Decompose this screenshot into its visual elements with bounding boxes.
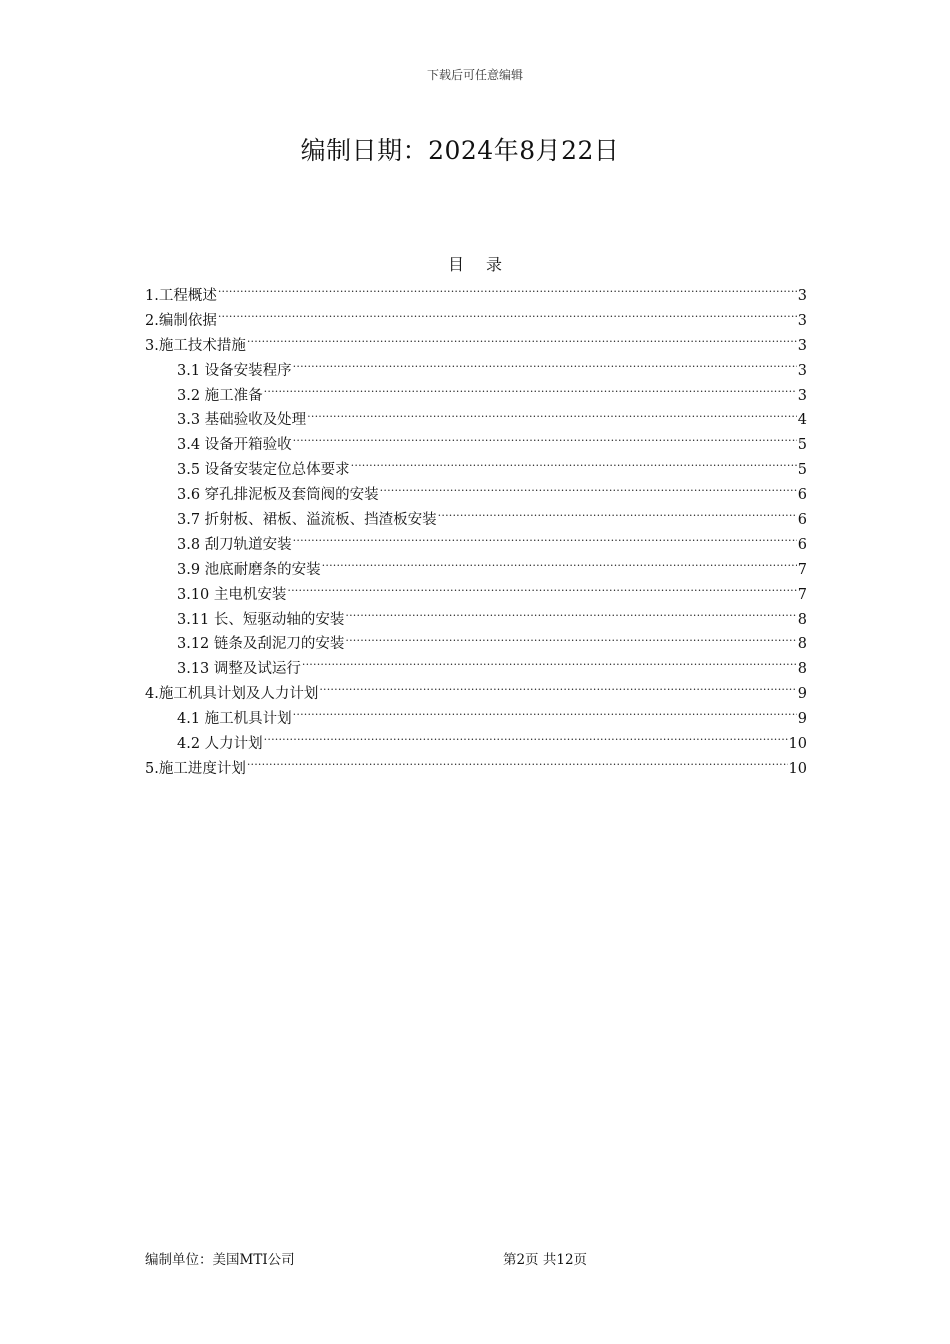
toc-entry[interactable] [145,384,807,409]
toc-dot-leader [293,534,797,549]
toc-entry[interactable] [145,433,807,458]
toc-entry-label: 4.2 人力计划 [177,736,263,753]
toc-entry-label: 3.施工技术措施 [145,337,246,354]
toc-entry-page-number: 7 [797,586,807,603]
toc-entry[interactable] [145,707,807,732]
toc-entry[interactable] [145,732,807,757]
toc-dot-leader [319,684,796,699]
toc-entry-label: 3.1 设备安装程序 [177,362,292,379]
toc-dot-leader [287,584,796,599]
toc-dot-leader [247,335,797,350]
toc-dot-leader [293,360,797,375]
toc-entry[interactable] [145,483,807,508]
toc-dot-leader [264,385,797,400]
toc-entry[interactable] [145,757,807,782]
toc-entry-page-number: 6 [797,487,807,504]
toc-dot-leader [307,410,797,425]
toc-entry-page-number: 9 [797,711,807,728]
toc-dot-leader [322,559,797,574]
toc-entry-label: 3.12 链条及刮泥刀的安装 [177,636,345,653]
toc-entry-label: 3.9 池底耐磨条的安装 [177,561,321,578]
toc-dot-leader [218,310,797,325]
toc-dot-leader [293,435,797,450]
footer-page-number: 第2页 共12页 [502,1252,588,1268]
toc-entry-page-number: 4 [797,412,807,429]
date-title: 编制日期：2024年8月22日 [300,136,620,165]
toc-entry-page-number: 8 [797,661,807,678]
toc-entry-label: 3.8 刮刀轨道安装 [177,536,292,553]
toc-dot-leader [264,734,788,749]
toc-entry-page-number: 10 [788,760,807,777]
toc-entry-page-number: 8 [797,636,807,653]
toc-dot-leader [218,286,797,301]
toc-dot-leader [345,609,796,624]
toc-entry-label: 3.3 基础验收及处理 [177,412,307,429]
toc-entry-page-number: 3 [797,288,807,304]
toc-entry[interactable] [145,657,807,682]
toc-dot-leader [438,510,797,525]
toc-dot-leader [380,485,797,500]
toc-entry[interactable] [145,284,807,309]
toc-entry[interactable] [145,583,807,608]
toc-entry-label: 2.编制依据 [145,312,217,329]
toc-entry-page-number: 6 [797,536,807,553]
toc-entry[interactable] [145,608,807,633]
toc-entry[interactable] [145,359,807,384]
toc-entry-page-number: 3 [797,312,807,329]
footer-organization: 编制单位：美国MTI公司 [145,1252,295,1268]
toc-entry[interactable] [145,533,807,558]
toc-dot-leader [302,659,797,674]
toc-entry-page-number: 5 [797,462,807,479]
toc-entry-page-number: 7 [797,561,807,578]
toc-dot-leader [293,709,797,724]
toc-entry-page-number: 6 [797,512,807,529]
toc-entry[interactable] [145,334,807,359]
toc-entry-label: 3.10 主电机安装 [177,586,287,603]
toc-entry-label: 3.5 设备安装定位总体要求 [177,462,350,479]
toc-entry-label: 3.2 施工准备 [177,387,263,404]
toc-entry-page-number: 9 [797,686,807,703]
toc-entry[interactable] [145,558,807,583]
toc-entry-label: 4.施工机具计划及人力计划 [145,686,319,703]
toc-entry-label: 3.6 穿孔排泥板及套筒阀的安装 [177,487,379,504]
toc-entry-label: 3.13 调整及试运行 [177,661,301,678]
toc-entry-page-number: 3 [797,337,807,354]
toc-entry-page-number: 10 [788,736,807,753]
toc-entry-label: 1.工程概述 [145,288,217,304]
toc-entry[interactable] [145,632,807,657]
toc-dot-leader [351,460,797,475]
toc-entry-label: 3.4 设备开箱验收 [177,437,292,454]
toc-entry-page-number: 3 [797,387,807,404]
toc-dot-leader [247,758,788,773]
toc-entry-label: 4.1 施工机具计划 [177,711,292,728]
toc-entry-page-number: 5 [797,437,807,454]
toc-title: 目录 [447,255,524,274]
toc-entry[interactable] [145,408,807,433]
header-note: 下载后可任意编辑 [426,68,523,82]
toc-entry-page-number: 3 [797,362,807,379]
toc-entry[interactable] [145,682,807,707]
toc-dot-leader [345,634,796,649]
toc-entry[interactable] [145,508,807,533]
toc-entry-label: 3.7 折射板、裙板、溢流板、挡渣板安装 [177,512,437,529]
toc-entry-label: 5.施工进度计划 [145,760,246,777]
toc-entry[interactable] [145,458,807,483]
table-of-contents [145,284,807,782]
toc-entry[interactable] [145,309,807,334]
toc-entry-page-number: 8 [797,611,807,628]
toc-entry-label: 3.11 长、短驱动轴的安装 [177,611,345,628]
